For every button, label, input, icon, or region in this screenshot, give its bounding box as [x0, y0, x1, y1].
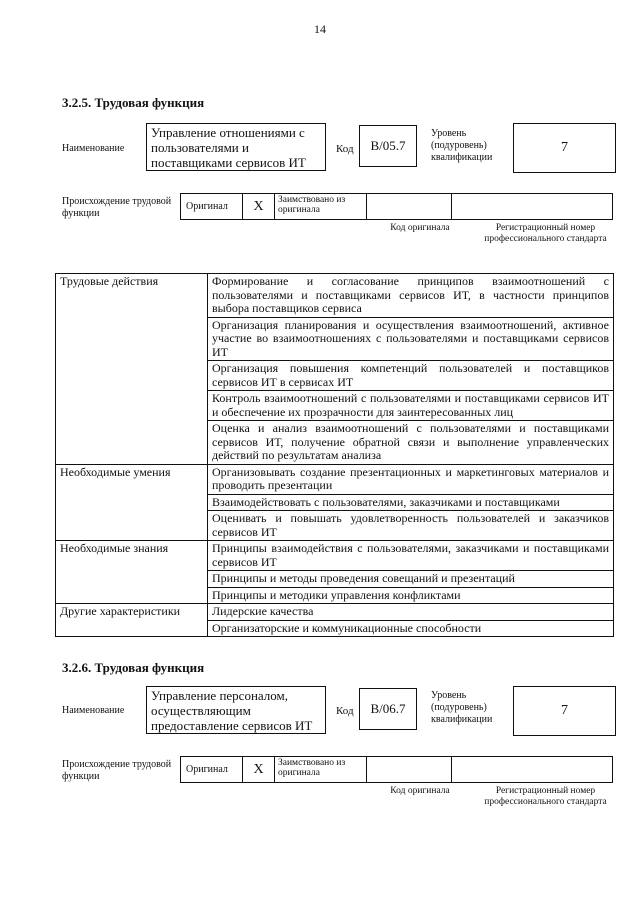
section-heading-3-2-5: 3.2.5. Трудовая функция	[62, 95, 205, 110]
item-cell: Оценка и анализ взаимоотношений с пользователями и поставщиками сервисов ИТ, получение обратной связи и выполнение управленческих действий по результатам анализа	[208, 421, 614, 465]
item-cell: Принципы и методы проведения совещаний и презентаций	[208, 571, 614, 588]
name-label: Наименование	[62, 705, 125, 716]
item-cell: Контроль взаимоотношений с пользователями и поставщиками сервисов ИТ и обеспечение их прозрачности для заинтересованных лиц	[208, 391, 614, 421]
section-heading-3-2-6: 3.2.6. Трудовая функция	[62, 660, 205, 675]
item-cell: Организовывать создание презентационных и маркетинговых материалов и проводить презентации	[208, 464, 614, 494]
reg-number-caption: Регистрационный номер профессионального стандарта	[484, 223, 607, 244]
table-row	[56, 464, 614, 494]
borrowed-cell: Заимствовано из оригинала	[275, 194, 367, 219]
code-original-cell	[367, 194, 452, 219]
item-cell: Организаторские и коммуникационные способности	[208, 620, 614, 637]
table-row	[56, 274, 614, 318]
item-cell: Взаимодействовать с пользователями, заказчиками и поставщиками	[208, 494, 614, 511]
code-original-caption: Код оригинала	[390, 786, 450, 796]
qualification-level-label: Уровень (подуровень) квалификации	[431, 690, 493, 725]
item-cell: Формирование и согласование принципов взаимоотношений с пользователями и поставщиками сервисов ИТ, в частности принципов выбора поставщиков сервиса	[208, 274, 614, 318]
reg-number-caption: Регистрационный номер профессионального стандарта	[484, 786, 607, 807]
item-cell: Принципы и методики управления конфликтами	[208, 587, 614, 604]
origin-label: Происхождение трудовой функции	[62, 196, 172, 219]
function-name-box: Управление отношениями с пользователями и поставщиками сервисов ИТ	[146, 123, 326, 171]
code-original-caption: Код оригинала	[390, 223, 450, 233]
code-original-cell	[367, 757, 452, 782]
table-row	[56, 541, 614, 571]
category-cell: Трудовые действия	[56, 274, 208, 465]
code-label: Код	[336, 143, 354, 155]
item-cell: Оценивать и повышать удовлетворенность пользователей и заказчиков сервисов ИТ	[208, 511, 614, 541]
function-name-box: Управление персоналом, осуществляющим предоставление сервисов ИТ	[146, 686, 326, 734]
item-cell: Лидерские качества	[208, 604, 614, 621]
qualification-level-box: 7	[513, 123, 616, 173]
code-label: Код	[336, 705, 354, 717]
category-cell: Необходимые умения	[56, 464, 208, 541]
item-cell: Принципы взаимодействия с пользователями, заказчиками и поставщиками сервисов ИТ	[208, 541, 614, 571]
original-cell: Оригинал	[181, 194, 243, 219]
category-cell: Необходимые знания	[56, 541, 208, 604]
page-number: 14	[314, 22, 326, 36]
origin-row	[180, 756, 613, 783]
original-mark-cell: X	[243, 194, 275, 219]
function-code-box: B/05.7	[359, 125, 417, 167]
item-cell: Организация повышения компетенций пользователей и поставщиков сервисов ИТ в сервисах ИТ	[208, 361, 614, 391]
name-label: Наименование	[62, 143, 125, 154]
origin-row	[180, 193, 613, 220]
qualification-level-label: Уровень (подуровень) квалификации	[431, 128, 493, 163]
reg-number-cell	[452, 194, 612, 219]
qualification-level-box: 7	[513, 686, 616, 736]
category-cell: Другие характеристики	[56, 604, 208, 637]
table-row	[56, 604, 614, 621]
origin-label: Происхождение трудовой функции	[62, 759, 172, 782]
activities-table	[55, 273, 614, 637]
borrowed-cell: Заимствовано из оригинала	[275, 757, 367, 782]
function-code-box: B/06.7	[359, 688, 417, 730]
reg-number-cell	[452, 757, 612, 782]
original-cell: Оригинал	[181, 757, 243, 782]
original-mark-cell: X	[243, 757, 275, 782]
item-cell: Организация планирования и осуществления взаимоотношений, активное участие во взаимоотношениях с пользователями и поставщиками сервисов ИТ	[208, 317, 614, 361]
